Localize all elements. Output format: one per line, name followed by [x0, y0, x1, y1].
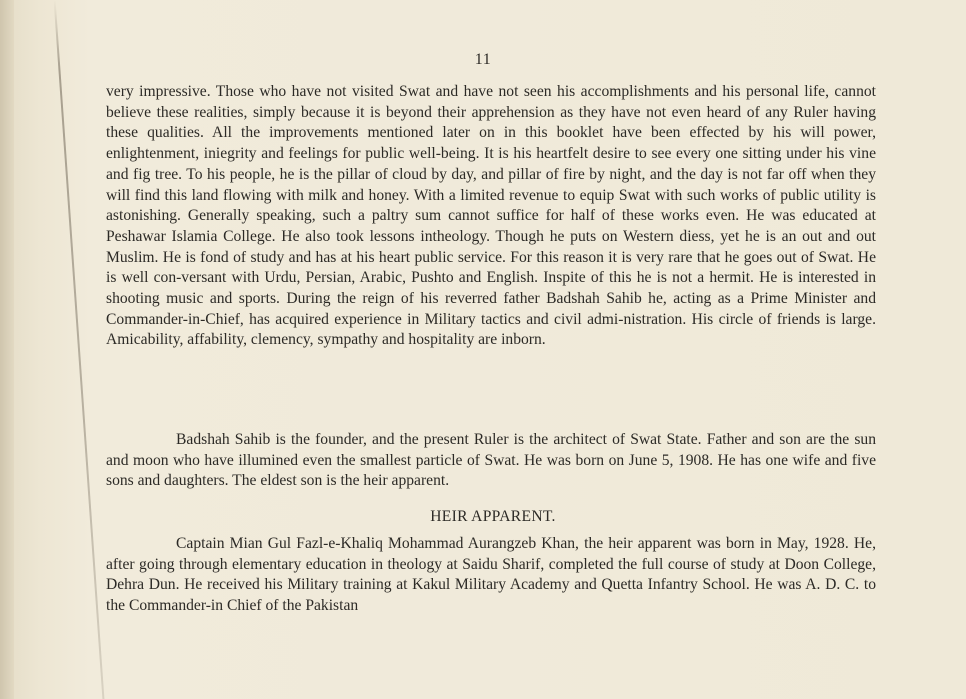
- page-fold-line: [54, 0, 105, 699]
- section-heading-heir-apparent: HEIR APPARENT.: [430, 508, 556, 525]
- paragraph-heir-apparent: Captain Mian Gul Fazl-e-Khaliq Mohammad Aurangzeb Khan, the heir apparent was born in May, 1928. He, after going through elementary education in theology at Saidu Sharif, completed the full course of study at Doon College, Dehra Dun. He received his Military training at Kakul Military Academy and Quetta Infantry School. He was A. D. C. to the Commander-in Chief of the Pakistan: [106, 535, 876, 615]
- page-number: 11: [474, 51, 492, 68]
- page-binding-edge: [0, 0, 14, 699]
- paragraph-ruler-qualities: very impressive. Those who have not visited Swat and have not seen his accomplishments and his personal life, cannot believe these realities, simply because it is beyond their apprehension as they have not even heard of any Ruler having these qualities. All the improvements mentioned later on in this booklet have been effected by his will power, enlightenment, iniegrity and feelings for public well-being. It is his heartfelt desire to see every one sitting under his vine and fig tree. To his people, he is the pillar of cloud by day, and pillar of fire by night, and the day is not far off when they will find this land flowing with milk and honey. With a limited revenue to equip Swat with such works of public utility is astonishing. Generally speaking, such a paltry sum cannot suffice for half of these works even. He was educated at Peshawar Islamia College. He also took lessons intheology. Though he puts on Western diess, yet he is an out and out Muslim. He is fond of study and has at his heart public service. For this reason it is very rare that he goes out of Swat. He is well con-versant with Urdu, Persian, Arabic, Pushto and English. Inspite of this he is not a hermit. He is interested in shooting music and sports. During the reign of his reverred father Badshah Sahib he, acting as a Prime Minister and Commander-in-Chief, has acquired experience in Military tactics and civil admi-nistration. His circle of friends is large. Amicability, affability, clemency, sympathy and hospitality are inborn.: [106, 83, 876, 349]
- paragraph-badshah-sahib: Badshah Sahib is the founder, and the present Ruler is the architect of Swat State. Father and son are the sun and moon who have illumined even the smallest particle of Swat. He was born on June 5, 1908. He has one wife and five sons and daughters. The eldest son is the heir apparent.: [106, 431, 876, 490]
